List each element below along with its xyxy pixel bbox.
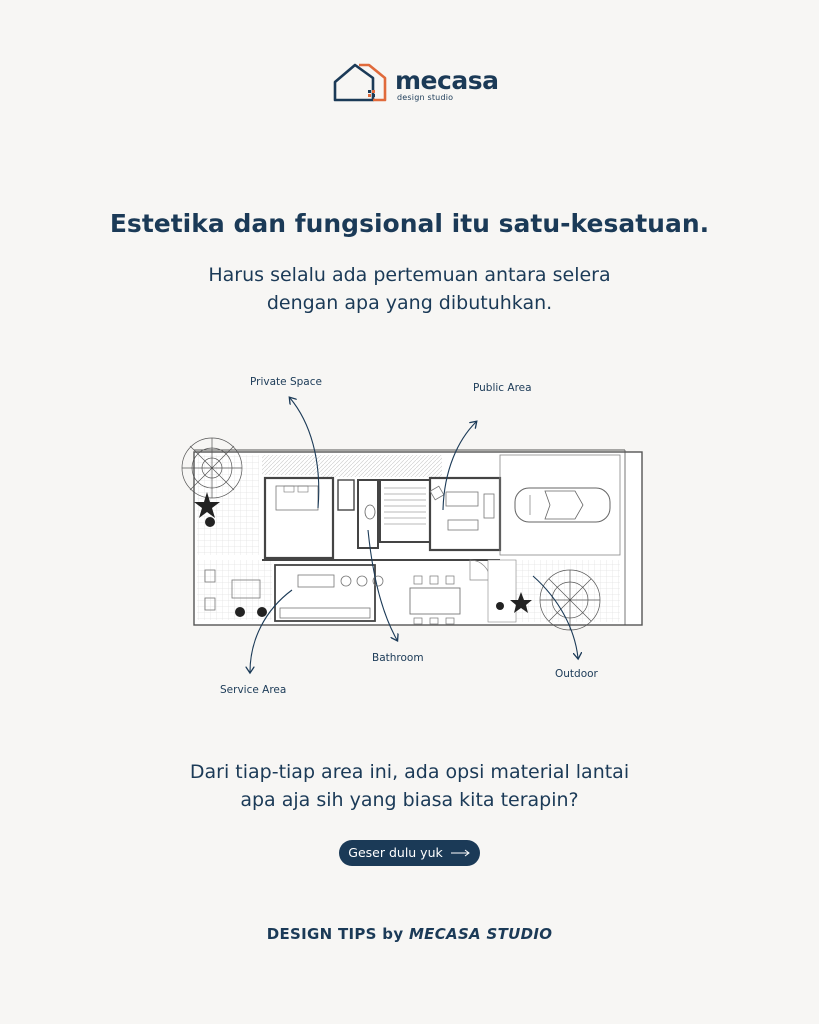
footer-credit [0, 925, 819, 943]
question-line-1: Dari tiap-tiap area ini, ada opsi material lantai [189, 761, 630, 783]
house-logo-icon [333, 62, 389, 104]
question-line-2: apa aja sih yang biasa kita terapin? [240, 789, 579, 811]
arrow-right-icon [451, 840, 471, 866]
kitchen-island [298, 575, 334, 587]
bed [276, 486, 318, 510]
label-bathroom: Bathroom [372, 652, 424, 664]
brand-tagline: design studio [397, 93, 454, 102]
label-outdoor: Outdoor [555, 668, 598, 680]
brand-logo [333, 62, 499, 104]
page-title: Estetika dan fungsional itu satu-kesatuan. [109, 209, 710, 238]
swipe-cta-button[interactable] [339, 840, 480, 866]
label-private-space: Private Space [250, 376, 322, 388]
swipe-cta-label: Geser dulu yuk [348, 845, 443, 860]
question-text [0, 758, 819, 814]
car-icon [515, 488, 610, 522]
label-public-area: Public Area [473, 382, 532, 394]
footer-brand: MECASA STUDIO [408, 925, 553, 943]
subheading-line-1: Harus selalu ada pertemuan antara selera [208, 264, 611, 286]
subheading [0, 261, 819, 317]
floor-plan-diagram [0, 360, 819, 710]
label-service-area: Service Area [220, 684, 287, 696]
tree-icon [540, 570, 600, 630]
subheading-line-2: dengan apa yang dibutuhkan. [266, 292, 553, 314]
brand-name: mecasa [395, 66, 499, 95]
footer-prefix: DESIGN TIPS by [266, 925, 409, 943]
tree-icon [182, 438, 242, 498]
